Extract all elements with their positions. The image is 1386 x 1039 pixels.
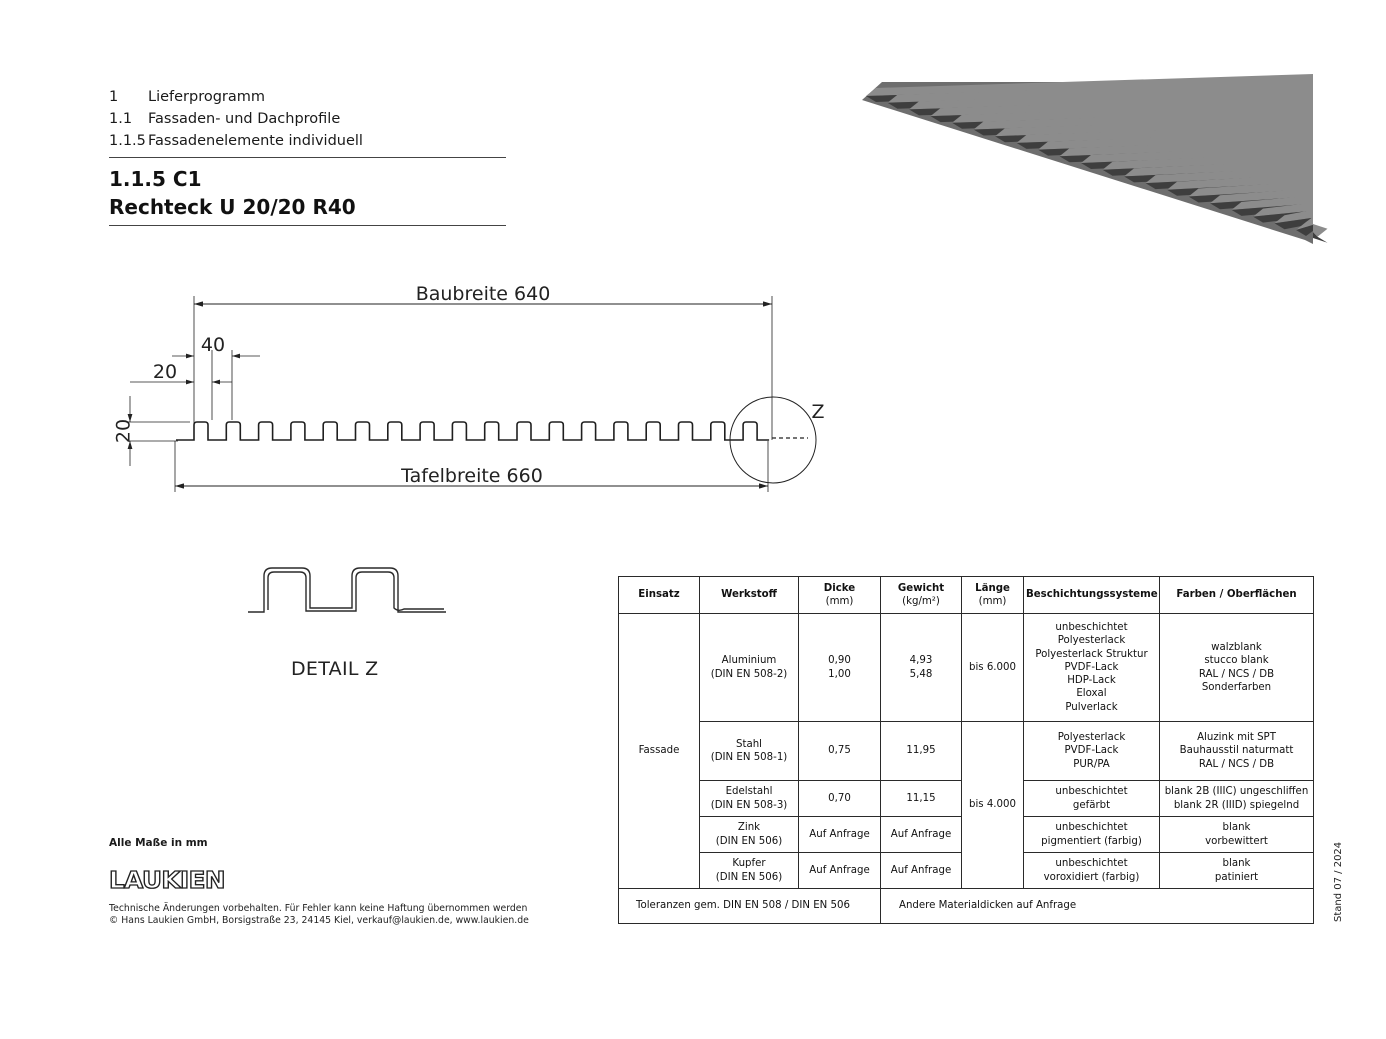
cell-dicke: Auf Anfrage (799, 817, 881, 853)
detail-z-marker: Z (811, 401, 825, 423)
cell-dicke: 0,70 (799, 781, 881, 817)
detail-z-label: DETAIL Z (291, 658, 379, 680)
col-header-farben: Farben / Oberflächen (1160, 577, 1314, 614)
breadcrumb-label: Fassadenelemente individuell (148, 133, 363, 149)
cell-farben: blank 2B (IIIC) ungeschliffen blank 2R (IIID) spiegelnd (1160, 781, 1314, 817)
tafelbreite-label: Tafelbreite 660 (401, 465, 543, 487)
page-title-name: Rechteck U 20/20 R40 (109, 195, 356, 219)
cell-dicke: 0,75 (799, 722, 881, 781)
cell-werkstoff: Stahl (DIN EN 508-1) (700, 722, 799, 781)
cell-gewicht: Auf Anfrage (881, 853, 962, 889)
breadcrumb-label: Fassaden- und Dachprofile (148, 111, 341, 127)
col-header-text: Gewicht (897, 582, 945, 594)
dim-20-pitch-label: 20 (152, 361, 178, 383)
cell-beschichtung: unbeschichtet pigmentiert (farbig) (1024, 817, 1160, 853)
cell-dicke: Auf Anfrage (799, 853, 881, 889)
cell-gewicht: 4,93 5,48 (881, 614, 962, 722)
cell-farben: blank patiniert (1160, 853, 1314, 889)
cell-beschichtung: Polyesterlack PVDF-Lack PUR/PA (1024, 722, 1160, 781)
breadcrumb-number: 1 (109, 89, 119, 105)
footer-toleranzen: Toleranzen gem. DIN EN 508 / DIN EN 506 (619, 889, 881, 924)
col-header-einsatz: Einsatz (619, 577, 700, 614)
detail-z-profile (248, 568, 446, 612)
col-header-laenge (962, 577, 1024, 614)
cell-einsatz: Fassade (619, 614, 700, 889)
detail-z-profile-inner (268, 572, 444, 611)
col-header-gewicht (881, 577, 962, 614)
breadcrumb-number: 1.1 (109, 111, 133, 127)
legal-line: Technische Änderungen vorbehalten. Für Fehler kann keine Haftung übernommen werden (109, 903, 528, 914)
cell-werkstoff: Zink (DIN EN 506) (700, 817, 799, 853)
cell-farben: blank vorbewittert (1160, 817, 1314, 853)
stand-date: Stand 07 / 2024 (1333, 841, 1344, 922)
cell-laenge: bis 6.000 (962, 614, 1024, 722)
cell-gewicht: Auf Anfrage (881, 817, 962, 853)
cell-gewicht: 11,95 (881, 722, 962, 781)
col-header-unit: (kg/m²) (902, 596, 940, 607)
cell-beschichtung: unbeschichtet Polyesterlack Polyesterlack Struktur PVDF-Lack HDP-Lack Eloxal Pulverlack (1024, 614, 1160, 722)
cell-gewicht: 11,15 (881, 781, 962, 817)
cell-werkstoff: Kupfer (DIN EN 506) (700, 853, 799, 889)
col-header-text: Länge (975, 582, 1010, 594)
cell-farben: Aluzink mit SPT Bauhausstil naturmatt RAL / NCS / DB (1160, 722, 1314, 781)
table-header-row (619, 577, 1314, 614)
breadcrumb-number: 1.1.5 (109, 133, 146, 149)
cell-dicke: 0,90 1,00 (799, 614, 881, 722)
table-row (619, 614, 1314, 722)
cell-laenge: bis 4.000 (962, 722, 1024, 889)
col-header-dicke (799, 577, 881, 614)
col-header-text: Dicke (823, 582, 856, 594)
laukien-logo (108, 867, 228, 893)
dim-20-height-label: 20 (112, 418, 135, 444)
cell-werkstoff: Edelstahl (DIN EN 508-3) (700, 781, 799, 817)
col-header-beschichtung: Beschichtungssysteme (1024, 577, 1160, 614)
table-row (619, 722, 1314, 781)
cell-beschichtung: unbeschichtet gefärbt (1024, 781, 1160, 817)
units-note: Alle Maße in mm (109, 837, 208, 849)
legal-notice (109, 903, 529, 927)
spec-table (618, 576, 1314, 924)
col-header-unit: (mm) (825, 596, 854, 607)
dim-40-label: 40 (200, 334, 226, 356)
table-footer-row (619, 889, 1314, 924)
page-title-code: 1.1.5 C1 (109, 167, 202, 191)
footer-materialdicken: Andere Materialdicken auf Anfrage (881, 889, 1314, 924)
profile-cross-section (176, 422, 769, 440)
col-header-unit: (mm) (978, 596, 1007, 607)
breadcrumb-label: Lieferprogramm (148, 89, 266, 105)
logo-text: LAUKIEN (109, 868, 225, 893)
baubreite-label: Baubreite 640 (415, 283, 551, 305)
cell-farben: walzblank stucco blank RAL / NCS / DB Sonderfarben (1160, 614, 1314, 722)
cell-beschichtung: unbeschichtet voroxidiert (farbig) (1024, 853, 1160, 889)
profile-3d-render (862, 74, 1328, 244)
legal-line: © Hans Laukien GmbH, Borsigstraße 23, 24145 Kiel, verkauf@laukien.de, www.laukien.de (109, 915, 529, 926)
col-header-werkstoff: Werkstoff (700, 577, 799, 614)
cell-werkstoff: Aluminium (DIN EN 508-2) (700, 614, 799, 722)
